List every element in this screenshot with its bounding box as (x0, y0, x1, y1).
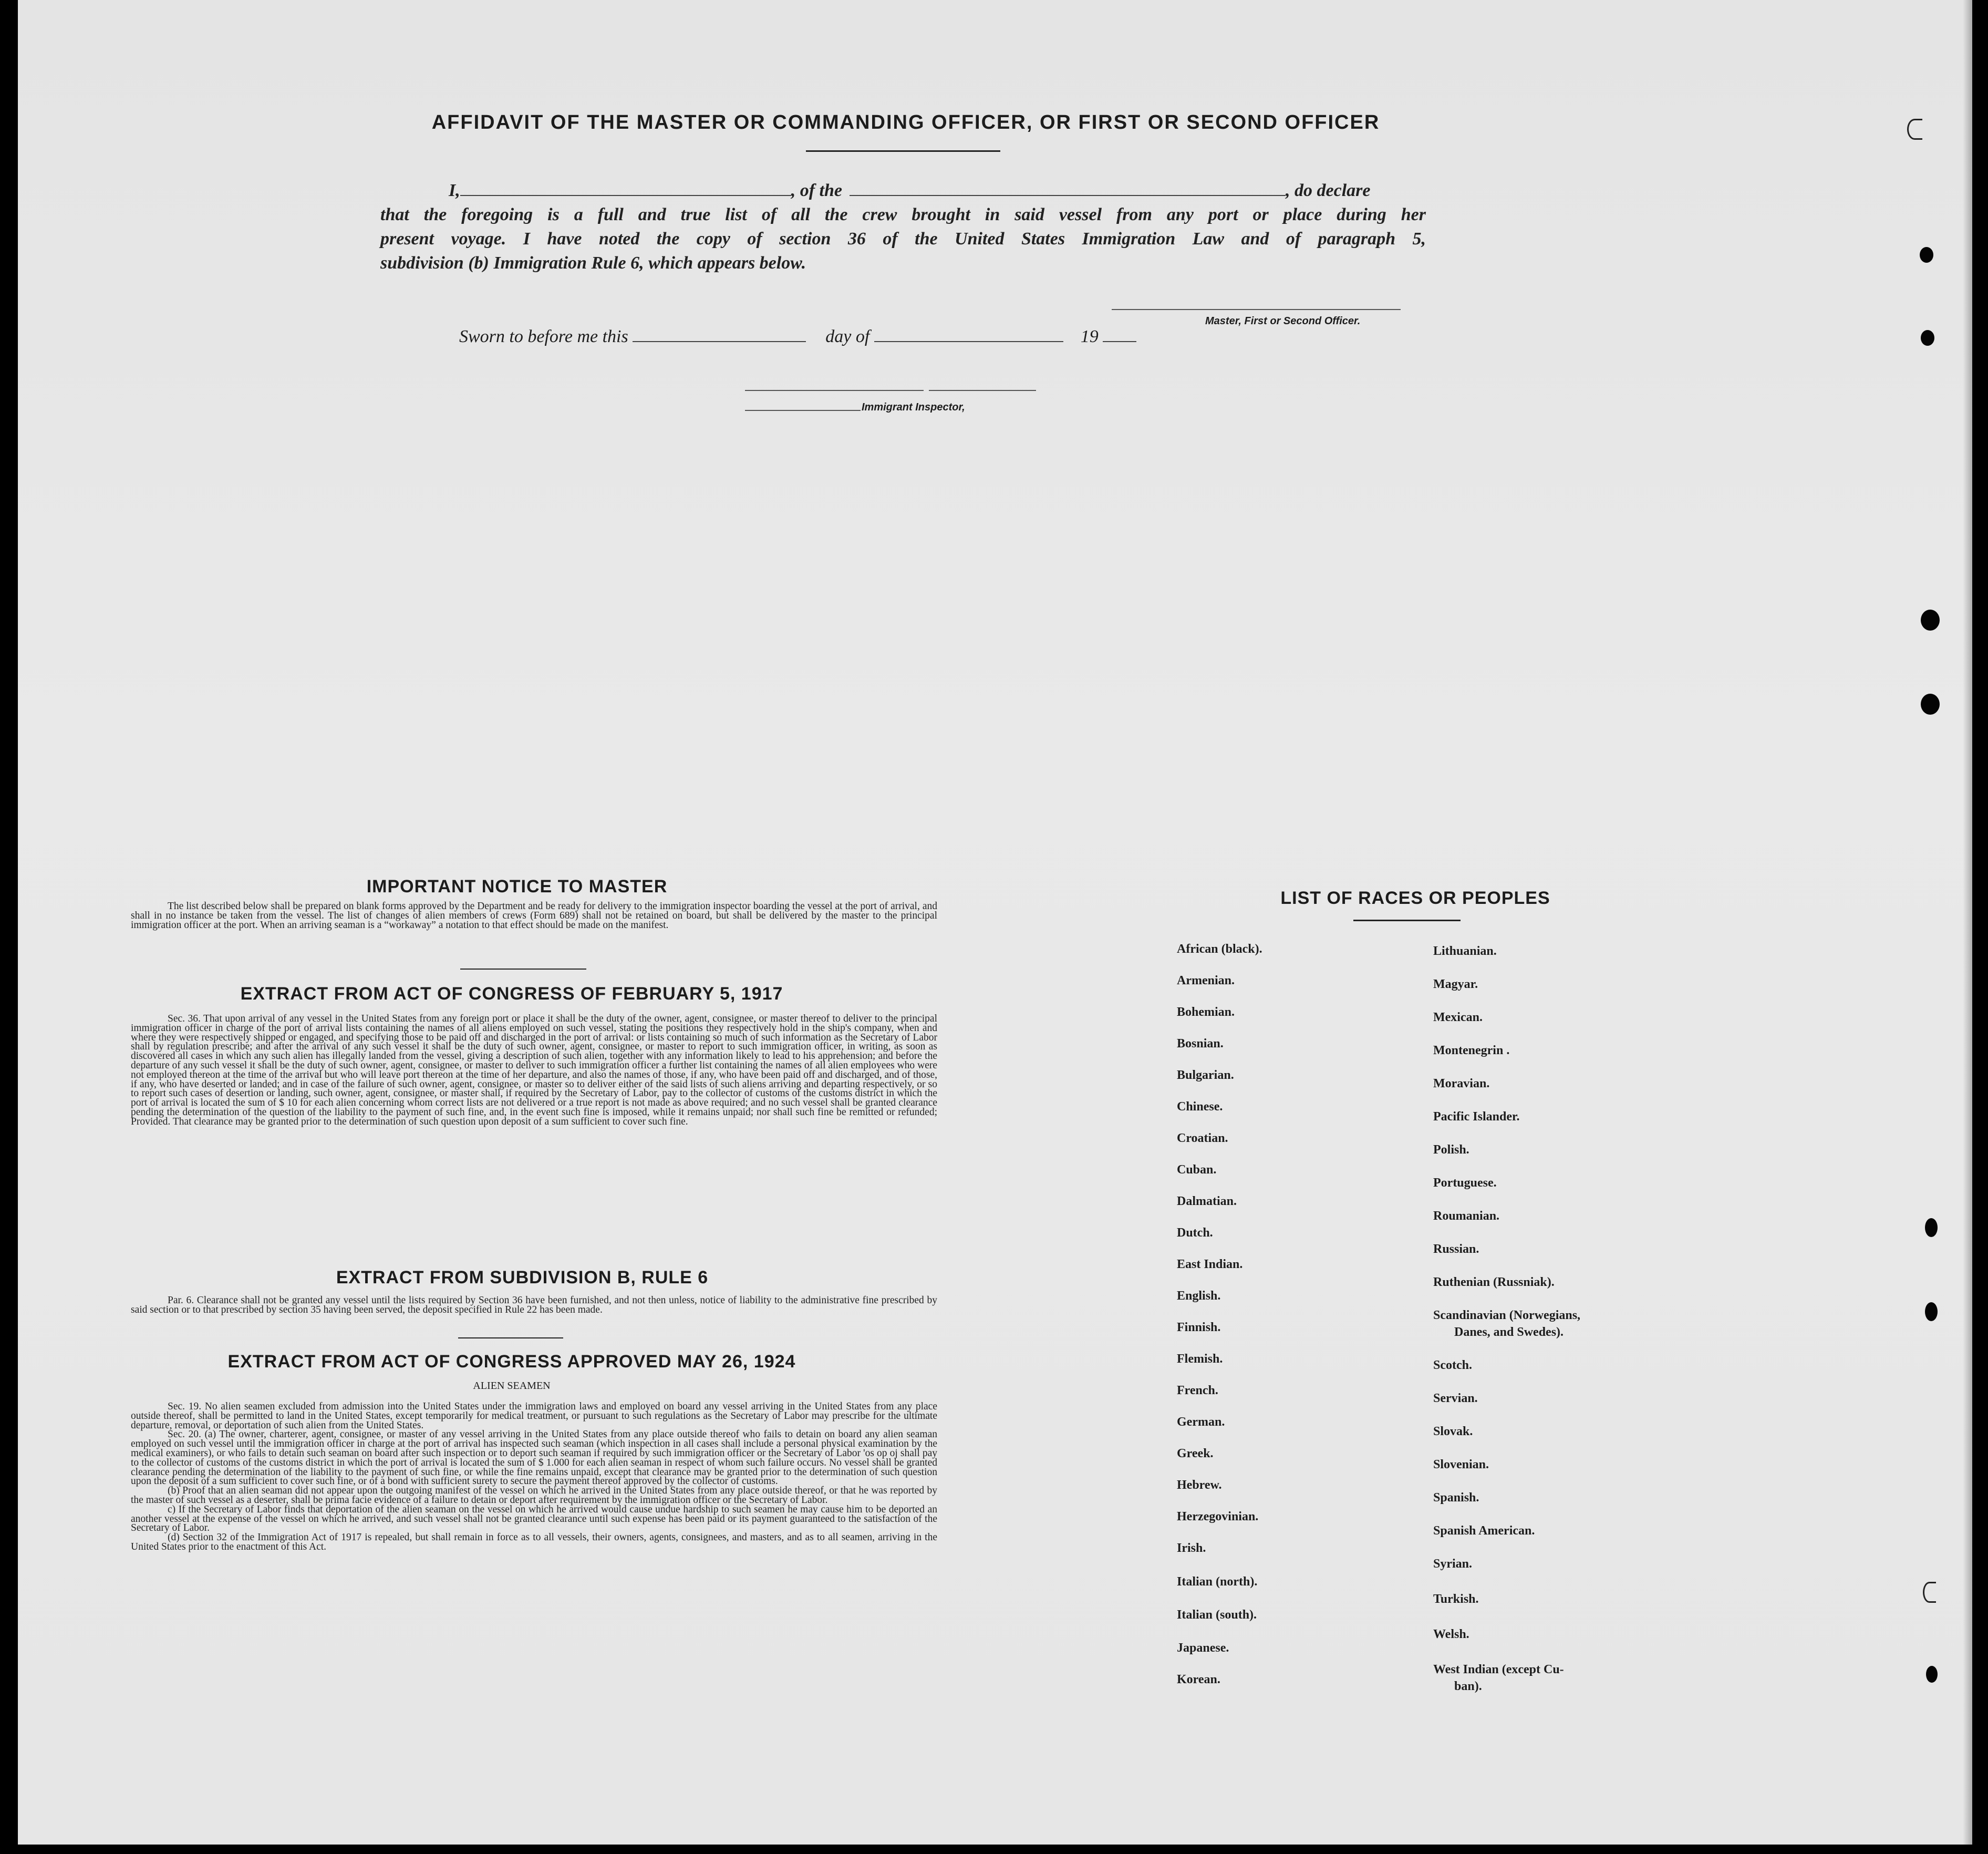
binder-hole-icon (1920, 247, 1933, 263)
notice-text (131, 902, 937, 930)
extract-1924-paragraph: (d) Section 32 of the Immigration Act of 1917 is repealed, but shall remain in force as to all vessels, their owners, agents, consignees, and masters, and as to all seamen, arriving in the United States prior to the enactment of this Act. (131, 1532, 937, 1552)
extract-1924-paragraph: Sec. 20. (a) The owner, charterer, agent, consignee, or master of any vessel arriving in the United States from any place outside thereof who fails to detain on board any alien seaman employed on such vessel until the immigration officer in charge at the port of arrival has inspected such seaman (which inspection in all cases shall include a personal physical examination by the medical examiners), or who fails to detain such seaman on board after such inspection or to deport such seaman if required by such immigration officer or the Secretary of Labor 'os op oj shall pay to the collector of customs of the customs district in which the port of arrival is located the sum of $ 1.000 for each alien seaman in respect of whom such failure occurs. No vessel shall be granted clearance pending the determination of the liability to the payment of such fine, or while the fine remains unpaid, except that clearance may be granted prior to the determination of such question upon the deposit of a sum sufficient to cover such fine, or of a bond with sufficient surety to secure the payment thereof approved by the collector of customs. (131, 1429, 937, 1487)
race-right-item: Lithuanian. (1433, 944, 1497, 958)
race-left-item: Irish. (1177, 1541, 1206, 1555)
binder-hole-icon (1923, 1582, 1936, 1603)
race-right-item: Turkish. (1433, 1592, 1479, 1606)
page-edge-shadow (1963, 0, 1972, 1845)
race-right-item: Scandinavian (Norwegians, (1433, 1309, 1581, 1322)
sworn-prefix: Sworn to before me this (459, 327, 628, 346)
sworn-year-blank[interactable] (1103, 329, 1136, 342)
race-right-item: Russian. (1433, 1242, 1479, 1256)
declaration-line-3: present voyage. I have noted the copy of section 36 of the United States Immigration Law and of paragraph 5, (380, 229, 1426, 249)
inspector-label: Immigrant Inspector, (862, 401, 965, 413)
race-left-item: Chinese. (1177, 1100, 1223, 1114)
declaration-do-declare: , do declare (1286, 181, 1371, 200)
extract-1924-paragraph: c) If the Secretary of Labor finds that deportation of the alien seaman on the vessel on which he arrived would cause undue hardship to such seamen he may cause him to be deported an another vessel at the expense of the vessel on which he arrived, and such vessel shall not be granted clearance until such expense has been paid or its payment guaranteed to the satisfaction of the Secretary of Labor. (131, 1503, 937, 1534)
race-right-item: Montenegrin . (1433, 1044, 1510, 1057)
race-right-item: Moravian. (1433, 1077, 1490, 1090)
binder-hole-icon (1921, 694, 1940, 715)
extract-1924-paragraph: Sec. 19. No alien seamen excluded from admission into the United States under the immigration laws and employed on board any vessel arriving in the United States from any place outside thereof, shall be permitted to land in the United States, except temporarily for medical treatment, or pursuant to such regulations as the Secretary of Labor may prescribe for the ultimate departure, removal, or deportation of such alien from the United States. (131, 1401, 937, 1431)
race-left-item: German. (1177, 1415, 1225, 1429)
race-left-item: Italian (south). (1177, 1608, 1257, 1622)
race-right-item: Servian. (1433, 1392, 1478, 1405)
race-left-item: English. (1177, 1289, 1221, 1303)
notice-divider (460, 969, 586, 970)
extract-1917-title: EXTRACT FROM ACT OF CONGRESS OF FEBRUARY 5, 1917 (240, 984, 783, 1004)
race-right-item: Danes, and Swedes). (1454, 1325, 1564, 1339)
binder-hole-icon (1926, 1666, 1938, 1683)
declaration-line-4: subdivision (b) Immigration Rule 6, which appears below. (380, 253, 806, 273)
race-left-item: Bosnian. (1177, 1037, 1224, 1050)
race-left-item: Hebrew. (1177, 1478, 1222, 1492)
title-underline (806, 150, 1000, 152)
vessel-blank[interactable] (850, 181, 1286, 196)
master-signature-line[interactable] (1112, 309, 1401, 310)
notice-title: IMPORTANT NOTICE TO MASTER (366, 877, 668, 897)
races-title: LIST OF RACES OR PEOPLES (1280, 888, 1550, 908)
inspector-line-a (745, 390, 924, 391)
race-right-item: Spanish. (1433, 1491, 1479, 1505)
race-right-item: West Indian (except Cu- (1433, 1663, 1564, 1676)
race-right-item: Scotch. (1433, 1358, 1472, 1372)
race-right-item: Welsh. (1433, 1628, 1469, 1641)
binder-hole-icon (1921, 610, 1940, 631)
race-left-item: Italian (north). (1177, 1575, 1258, 1589)
extract-1917-text (131, 1014, 937, 1127)
extract-rule6-text (131, 1296, 937, 1315)
race-left-item: Korean. (1177, 1673, 1220, 1686)
extract-rule6-paragraph: Par. 6. Clearance shall not be granted any vessel until the lists required by Section 36 have been furnished, and not then unless, notice of liability to the administrative fine prescribed by said section or to that prescribed by section 35 having been served, the deposit specified in Rule 22 has been made. (131, 1295, 937, 1315)
race-right-item: Slovenian. (1433, 1458, 1489, 1471)
race-right-item: Mexican. (1433, 1011, 1483, 1024)
race-left-item: East Indian. (1177, 1258, 1243, 1271)
race-right-item: Pacific Islander. (1433, 1110, 1520, 1124)
sworn-month-blank[interactable] (874, 329, 1063, 342)
declaration-i: I, (449, 181, 460, 200)
inspector-signature-line[interactable] (745, 410, 861, 411)
race-left-item: Japanese. (1177, 1641, 1229, 1655)
extract-rule6-title: EXTRACT FROM SUBDIVISION B, RULE 6 (336, 1268, 709, 1288)
race-right-item: Syrian. (1433, 1557, 1473, 1571)
races-title-underline (1353, 920, 1461, 921)
race-right-item: ban). (1454, 1680, 1482, 1693)
sworn-year-label: 19 (1080, 327, 1099, 346)
race-right-item: Ruthenian (Russniak). (1433, 1275, 1555, 1289)
race-right-item: Roumanian. (1433, 1209, 1500, 1223)
extract-1917-paragraph: Sec. 36. That upon arrival of any vessel in the United States from any foreign port or place it shall be the duty of the owner, agent, consignee, or master thereof to deliver to the principal immigration officer in charge of the port of arrival lists containing the names of all aliens employed on such vessel, stating the positions they respectively hold in the ship's company, when and where they were respectively shipped or engaged, and specifying those to be paid off and discharged in the port of arrival: or lists containing so much of such information as the Secretary of Labor shall by regulation prescribe; and after the arrival of any such vessel it shall be the duty of such owner, agent, consignee, or master to report to such immigration officer, in writing, as soon as discovered all cases in which any such alien has illegally landed from the vessel, giving a description of such alien, together with any information likely to lead to his apprehension; and before the departure of any such vessel it shall be the duty of such owner, agent, consignee, or master to deliver to such immigration officer a further list containing the names of all alien employees who were not employed thereon at the time of the arrival but who will leave port thereon at the time of her departure, and also the names of those, if any, who have been paid off and discharged, and of those, if any, who have deserted or landed; and in case of the failure of such owner, agent, consignee, or master so to deliver either of the said lists of such aliens arriving and departing respectively, or so to report such cases of desertion or landing, such owner, agent, consignee, or master shall, if required by the Secretary of Labor, pay to the collector of customs of the customs district in which the port of arrival is located the sum of $ 10 for each alien concerning whom correct lists are not delivered or a true report is not made as above required; and no such vessel shall be granted clearance pending the determination of the question of the liability to the payment of such fine, and, in the event such fine is imposed, while it remains unpaid; nor shall such fine be remitted or refunded; Provided. That clearance may be granted prior to the determination of such question upon deposit of a sum sufficient to cover such fine. (131, 1013, 937, 1127)
extract-1924-title: EXTRACT FROM ACT OF CONGRESS APPROVED MAY 26, 1924 (227, 1352, 796, 1372)
sworn-line (459, 327, 1136, 347)
rule6-divider (458, 1337, 563, 1338)
race-left-item: Flemish. (1177, 1352, 1223, 1366)
binder-hole-icon (1925, 1218, 1938, 1237)
extract-1924-text (131, 1402, 937, 1552)
affidavit-declaration (380, 179, 1426, 275)
declaration-of-the: , of the (791, 181, 843, 200)
binder-hole-icon (1907, 119, 1922, 140)
binder-hole-icon (1925, 1302, 1938, 1321)
race-right-item: Slovak. (1433, 1425, 1473, 1438)
race-left-item: Dalmatian. (1177, 1194, 1237, 1208)
sworn-day-blank[interactable] (633, 329, 806, 342)
declaration-line-2: that the foregoing is a full and true list of all the crew brought in said vessel from any port or place during her (380, 205, 1426, 224)
race-left-item: Finnish. (1177, 1321, 1221, 1334)
binder-hole-icon (1921, 330, 1934, 346)
master-signature-label: Master, First or Second Officer. (1205, 315, 1361, 327)
race-left-item: Herzegovinian. (1177, 1510, 1259, 1523)
race-left-item: Cuban. (1177, 1163, 1217, 1177)
race-right-item: Polish. (1433, 1143, 1469, 1157)
affidavit-title: AFFIDAVIT OF THE MASTER OR COMMANDING OFFICER, OR FIRST OR SECOND OFFICER (431, 111, 1380, 133)
race-right-item: Spanish American. (1433, 1524, 1535, 1538)
race-left-item: Greek. (1177, 1447, 1214, 1460)
race-left-item: Bohemian. (1177, 1005, 1235, 1019)
sworn-day-label: day of (825, 327, 870, 346)
race-left-item: French. (1177, 1384, 1218, 1397)
extract-1924-paragraph: (b) Proof that an alien seaman did not appear upon the outgoing manifest of the vessel on which he arrived in the United States from any place outside thereof, or that he was reported by the master of such vessel as a deserter, shall be prima facie evidence of a failure to detain or deport after requirement by the immigration officer or the Secretary of Labor. (131, 1485, 937, 1506)
race-right-item: Magyar. (1433, 977, 1478, 991)
race-left-item: Armenian. (1177, 974, 1235, 987)
extract-1924-subtitle: ALIEN SEAMEN (473, 1380, 551, 1392)
notice-paragraph: The list described below shall be prepared on blank forms approved by the Department and be ready for delivery to the immigration inspector boarding the vessel at the port of arrival, and shall in no instance be taken from the vessel. The list of changes of alien members of crews (Form 689) shall not be retained on board, but shall be delivered by the master to the principal immigration officer at the port. When an arriving seaman is a “workaway” a notation to that effect should be made on the manifest. (131, 901, 937, 931)
inspector-line-b (929, 390, 1036, 391)
race-right-item: Portuguese. (1433, 1176, 1497, 1190)
race-left-item: Bulgarian. (1177, 1068, 1234, 1082)
race-left-item: Croatian. (1177, 1131, 1228, 1145)
name-blank[interactable] (460, 181, 791, 196)
race-left-item: African (black). (1177, 942, 1262, 956)
document-page (18, 0, 1972, 1845)
race-left-item: Dutch. (1177, 1226, 1213, 1240)
